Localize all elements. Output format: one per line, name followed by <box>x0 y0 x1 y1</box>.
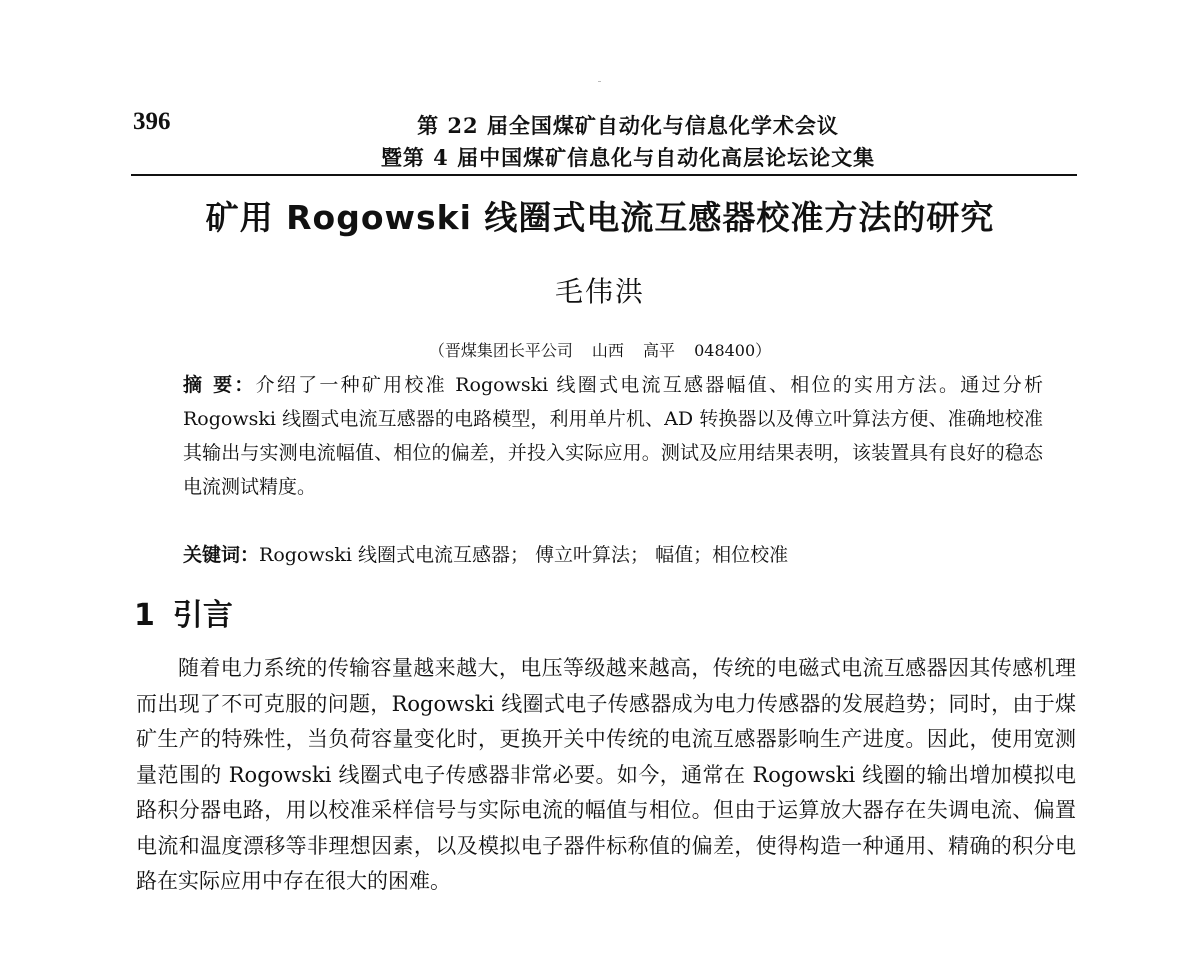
paper-author: 毛伟洪 <box>554 275 645 308</box>
abstract <box>183 368 1043 504</box>
keywords-label: 关键词： <box>183 544 260 566</box>
keywords-text: Rogowski 线圈式电流互感器； 傅立叶算法； 幅值；相位校准 <box>259 544 789 566</box>
header-divider <box>131 174 1077 176</box>
author-affiliation: （晋煤集团长平公司 山西 高平 048400） <box>428 341 772 360</box>
section-title: 引言 <box>172 598 233 633</box>
paper-title: 矿用 Rogowski 线圈式电流互感器校准方法的研究 <box>205 198 995 237</box>
keywords <box>183 538 1043 572</box>
abstract-label: 摘 要： <box>183 374 256 396</box>
conference-title-line1: 第 22 届全国煤矿自动化与信息化学术会议 <box>417 113 839 138</box>
intro-paragraph: 随着电力系统的传输容量越来越大，电压等级越来越高，传统的电磁式电流互感器因其传感机理而出现了不可克服的问题，Rogowski 线圈式电子传感器成为电力传感器的发展趋势；同时，由于煤矿生产的特殊性，当负荷容量变化时，更换开关中传统的电流互感器影响生产进度。因此，使用宽测量范围的 Rogowski 线圈式电子传感器非常必要。如今，通常在 Rogowski 线圈的输出增加模拟电路积分器电路，用以校准采样信号与实际电流的幅值与相位。但由于运算放大器存在失调电流、偏置电流和温度漂移等非理想因素，以及模拟电子器件标称值的偏差，使得构造一种通用、精确的积分电路在实际应用中存在很大的困难。 <box>136 656 1076 893</box>
conference-title-line2: 暨第 4 届中国煤矿信息化与自动化高层论坛论文集 <box>380 145 876 170</box>
abstract-text: 介绍了一种矿用校准 Rogowski 线圈式电流互感器幅值、相位的实用方法。通过分析 Rogowski 线圈式电流互感器的电路模型，利用单片机、AD 转换器以及傅立叶算法方便、准确地校准其输出与实测电流幅值、相位的偏差，并投入实际应用。测试及应用结果表明，该装置具有良好的稳态电流测试精度。 <box>183 374 1044 498</box>
section-number: 1 <box>134 598 155 633</box>
section-heading <box>134 590 233 634</box>
page-number: 396 <box>133 108 171 135</box>
scan-artifact <box>598 81 601 82</box>
